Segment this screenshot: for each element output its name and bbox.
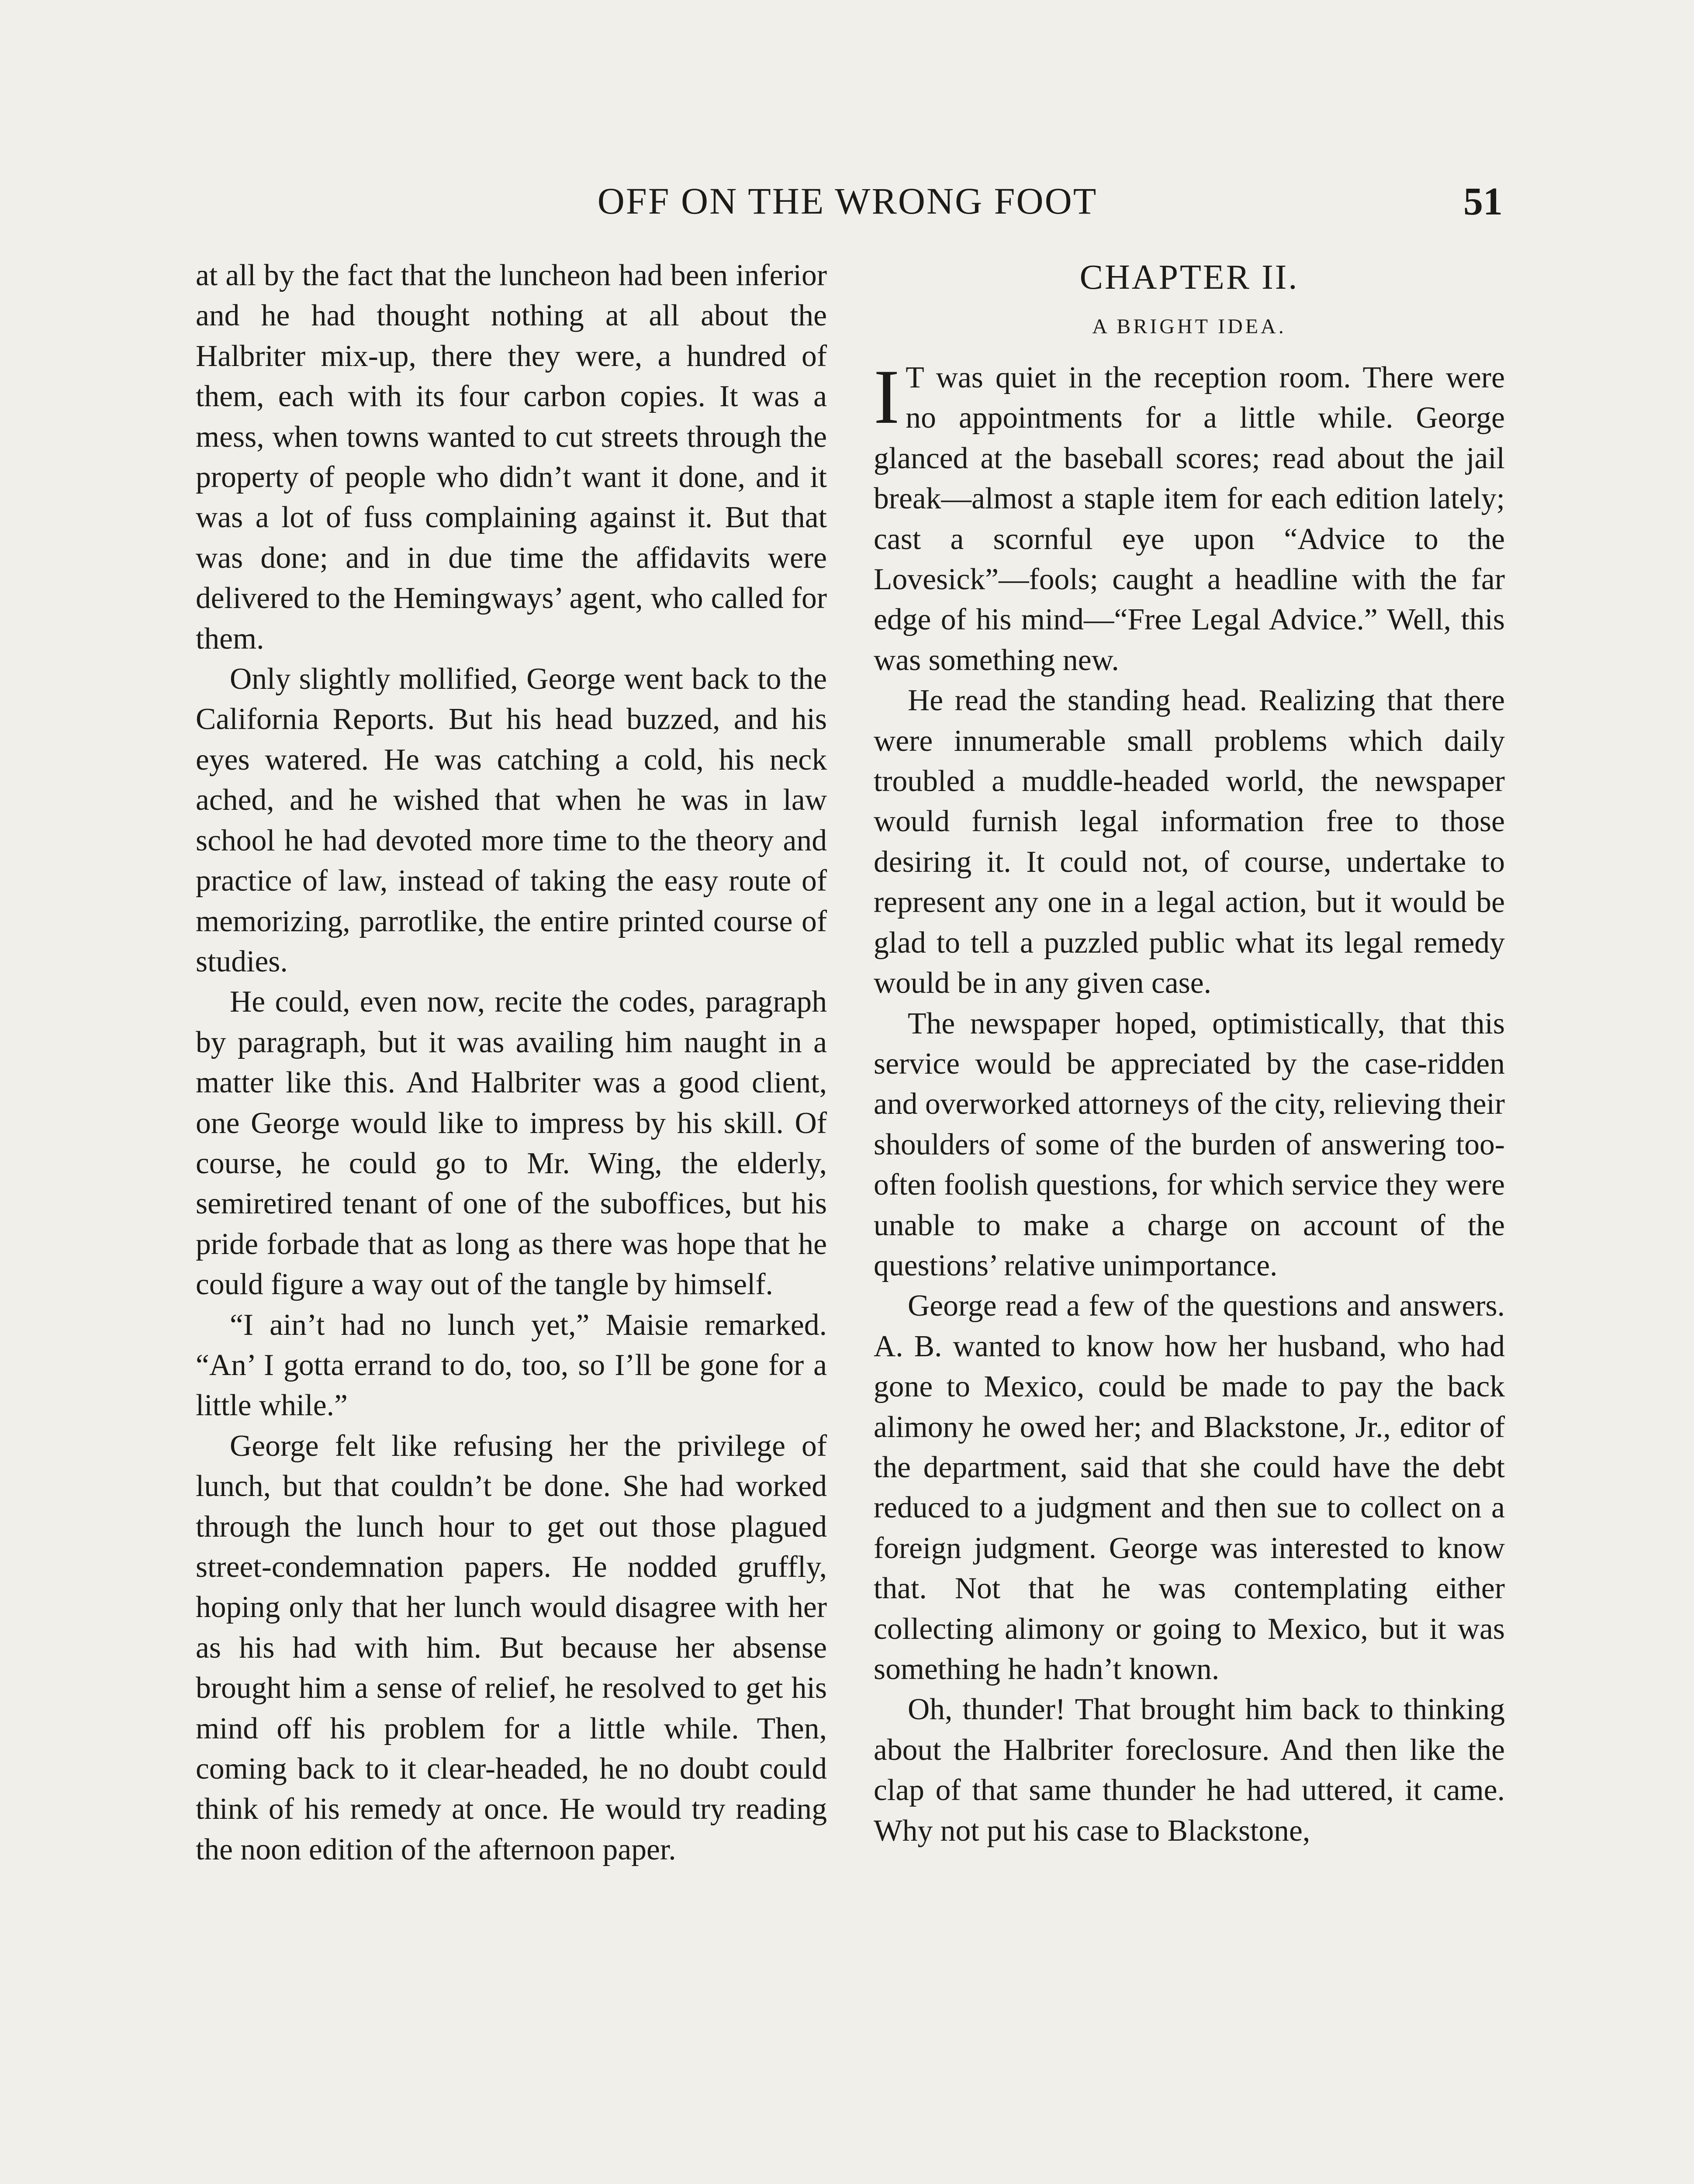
paragraph: at all by the fact that the luncheon had been inferior and he had thought nothing at all about the Halbriter mix-up, there they were, a hundred of them, each with its four carbon copies. It was a mess, when towns wanted to cut streets through the property of people who didn’t want it done, and it was a lot of fuss complaining against it. But that was done; and in due time the affidavits were delivered to the Hemingways’ agent, who called for them. (196, 259, 827, 656)
chapter-title: CHAPTER II. (1079, 258, 1299, 297)
chapter-subtitle: A BRIGHT IDEA. (1092, 315, 1286, 338)
paragraph: Only slightly mollified, George went back to the California Reports. But his head buzzed, and his eyes watered. He was catching a cold, his neck ached, and he wished that when he was in law school he had devoted more time to the theory and practice of law, instead of taking the easy route of memorizing, parrotlike, the entire printed course of studies. (196, 662, 827, 978)
left-column (196, 256, 827, 1870)
opening-paragraph (874, 353, 1505, 681)
opening-paragraph-text: T was quiet in the reception room. There were no appointments for a little while. George glanced at the baseball scores; read about the jail break—almost a staple item for each edition lately; cast a scornful eye upon “Advice to the Lovesick”—fools; caught a headline with the far edge of his mind—“Free Legal Advice.” Well, this was something new. (874, 361, 1505, 677)
paragraph: He read the standing head. Realizing that there were innumerable small problems which daily troubled a muddle-headed world, the newspaper would furnish legal information free to those desiring it. It could not, of course, undertake to represent any one in a legal action, but it would be glad to tell a puzzled public what its legal remedy would be in any given case. (874, 684, 1505, 1000)
running-title: OFF ON THE WRONG FOOT (597, 180, 1098, 222)
right-column (874, 256, 1505, 1851)
paragraph: He could, even now, recite the codes, paragraph by paragraph, but it was availing him naught in a matter like this. And Halbriter was a good client, one George would like to impress by his skill. Of course, he could go to Mr. Wing, the elderly, semiretired tenant of one of the suboffices, but his pride forbade that as long as there was hope that he could figure a way out of the tangle by himself. (196, 985, 827, 1302)
drop-cap: I (874, 353, 900, 440)
paragraph: Oh, thunder! That brought him back to thinking about the Halbriter foreclosure. And then like the clap of that same thunder he had uttered, it came. Why not put his case to Blackstone, (874, 1693, 1505, 1848)
page-number: 51 (1463, 180, 1503, 223)
paragraph: George felt like refusing her the privilege of lunch, but that couldn’t be done. She had worked through the lunch hour to get out those plagued street-condemnation papers. He nodded gruffly, hoping only that her lunch would disagree with her as his had with him. But because her absense brought him a sense of relief, he resolved to get his mind off his problem for a little while. Then, coming back to it clear-headed, he no doubt could think of his remedy at once. He would try reading the noon edition of the afternoon paper. (196, 1429, 827, 1866)
paragraph: “I ain’t had no lunch yet,” Maisie remarked. “An’ I gotta errand to do, too, so I’ll be gone for a little while.” (196, 1308, 827, 1423)
paragraph: The newspaper hoped, optimistically, that this service would be appreciated by the case-ridden and overworked attorneys of the city, relieving their shoulders of some of the burden of answering too-often foolish questions, for which service they were unable to make a charge on account of the questions’ relative unimportance. (874, 1006, 1505, 1282)
paragraph: George read a few of the questions and answers. A. B. wanted to know how her husband, who had gone to Mexico, could be made to pay the back alimony he owed her; and Blackstone, Jr., editor of the department, said that she could have the debt reduced to a judgment and then sue to collect on a foreign judgment. George was interested to know that. Not that he was contemplating either collecting alimony or going to Mexico, but it was something he hadn’t known. (874, 1289, 1505, 1686)
running-header (192, 179, 1503, 227)
